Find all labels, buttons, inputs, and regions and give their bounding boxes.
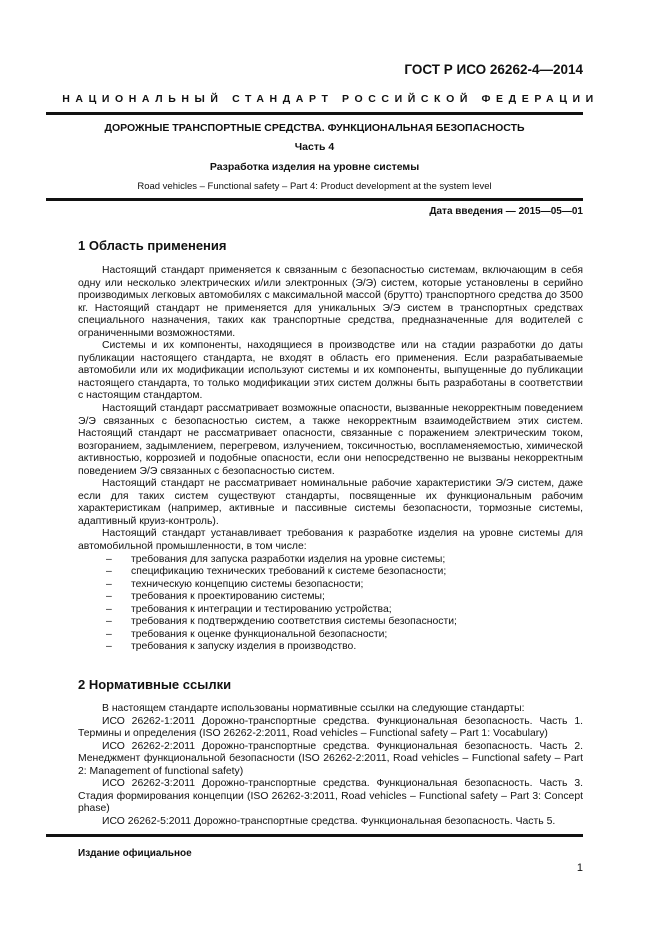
reference-item: ИСО 26262-2:2011 Дорожно-транспортные средства. Функциональная безопасность. Часть 2. Менеджмент функциональной безопасности (ISO 26262-2:2011, Road vehicles – Functional safety – Part 2: Management of functional safety): [78, 740, 583, 777]
top-divider: [46, 112, 583, 115]
list-item: – спецификацию технических требований к системе безопасности;: [106, 566, 447, 578]
document-code: ГОСТ Р ИСО 26262-4—2014: [404, 62, 583, 77]
list-item: – требования к оценке функциональной безопасности;: [106, 628, 388, 640]
paragraph: В настоящем стандарте использованы нормативные ссылки на следующие стандарты:: [102, 703, 525, 714]
paragraph: Настоящий стандарт рассматривает возможные опасности, вызванные некорректным поведением Э/Э связанных с безопасностью систем, а также некорректным взаимодействием этих систем. Настоящий стандарт не рассматривает опасности, связанные с поражением электрическим током, возгоранием, задымлением, перегревом, излучением, токсичностью, воспламеняемостью, химической активностью, коррозией и подобные опасности, если они непосредственно не вызваны некорректным поведением Э/Э связанных с безопасностью систем.: [78, 403, 583, 477]
english-title: Road vehicles – Functional safety – Part 4: Product development at the system level: [137, 181, 492, 192]
section-1-body: [78, 265, 583, 654]
document-subtitle: Разработка изделия на уровне системы: [209, 161, 420, 173]
list-item: – требования к запуску изделия в производство.: [106, 641, 357, 653]
list-item: – требования к проектированию системы;: [106, 591, 325, 603]
document-part: Часть 4: [294, 141, 335, 153]
footer-divider: [46, 834, 583, 837]
reference-item: ИСО 26262-3:2011 Дорожно-транспортные средства. Функциональная безопасность. Часть 3. Стадия формирования концепции (ISO 26262-3:2011, Road vehicles – Functional safety – Part 3: Concept phase): [78, 778, 583, 815]
edition-label: Издание официальное: [78, 848, 192, 859]
reference-item: ИСО 26262-1:2011 Дорожно-транспортные средства. Функциональная безопасность. Часть 1. Термины и определения (ISO 26262-2:2011, Road vehicles – Functional safety – Part 1: Vocabulary): [78, 715, 583, 740]
paragraph: Системы и их компоненты, находящиеся в производстве или на стадии разработки до даты публикации настоящего стандарта, не входят в область его применения. Если разрабатываемые автомобили или их модификации используют системы и их компоненты, выпущенные до публикации настоящего стандарта, то только модификации этих систем должны быть разработаны в соответствии с настоящим стандартом.: [78, 340, 583, 402]
list-item: – техническую концепцию системы безопасности;: [106, 578, 364, 590]
reference-item: ИСО 26262-5:2011 Дорожно-транспортные средства. Функциональная безопасность. Часть 5.: [102, 815, 556, 827]
section-2-body: [78, 703, 583, 828]
page-number: 1: [576, 862, 583, 874]
section-1-heading: 1 Область применения: [78, 238, 227, 253]
list-item: – требования к интеграции и тестированию устройства;: [106, 603, 392, 615]
effective-date: Дата введения — 2015—05—01: [429, 206, 583, 217]
section-2-heading: 2 Нормативные ссылки: [78, 677, 232, 692]
national-standard-label: НАЦИОНАЛЬНЫЙ СТАНДАРТ РОССИЙСКОЙ ФЕДЕРАЦИИ: [62, 93, 599, 105]
paragraph: Настоящий стандарт не рассматривает номинальные рабочие характеристики Э/Э систем, даже если для таких систем существуют стандарты, посвященные их функциональным рабочим характеристикам (например, активные и пассивные системы безопасности, тормозные системы, адаптивный круиз-контроль).: [78, 478, 583, 527]
list-item: – требования для запуска разработки изделия на уровне системы;: [106, 553, 446, 565]
requirements-list: [78, 554, 583, 654]
header-divider: [46, 198, 583, 201]
list-item: – требования к подтверждению соответствия системы безопасности;: [106, 616, 457, 628]
paragraph: Настоящий стандарт применяется к связанным с безопасностью системам, включающим в себя одну или несколько электрических и/или электронных (Э/Э) систем, которые установлены в серийно производимых легковых автомобилях с максимальной массой (брутто) транспортного средства до 3500 кг. Настоящий стандарт не применяется для уникальных Э/Э систем в транспортных средствах специального назначения, таких как транспортные средства, предназначенные для водителей с ограниченными возможностями.: [78, 265, 583, 339]
paragraph: Настоящий стандарт устанавливает требования к разработке изделия на уровне системы для автомобильной промышленности, в том числе:: [78, 528, 583, 553]
document-title: ДОРОЖНЫЕ ТРАНСПОРТНЫЕ СРЕДСТВА. ФУНКЦИОНАЛЬНАЯ БЕЗОПАСНОСТЬ: [104, 122, 525, 134]
